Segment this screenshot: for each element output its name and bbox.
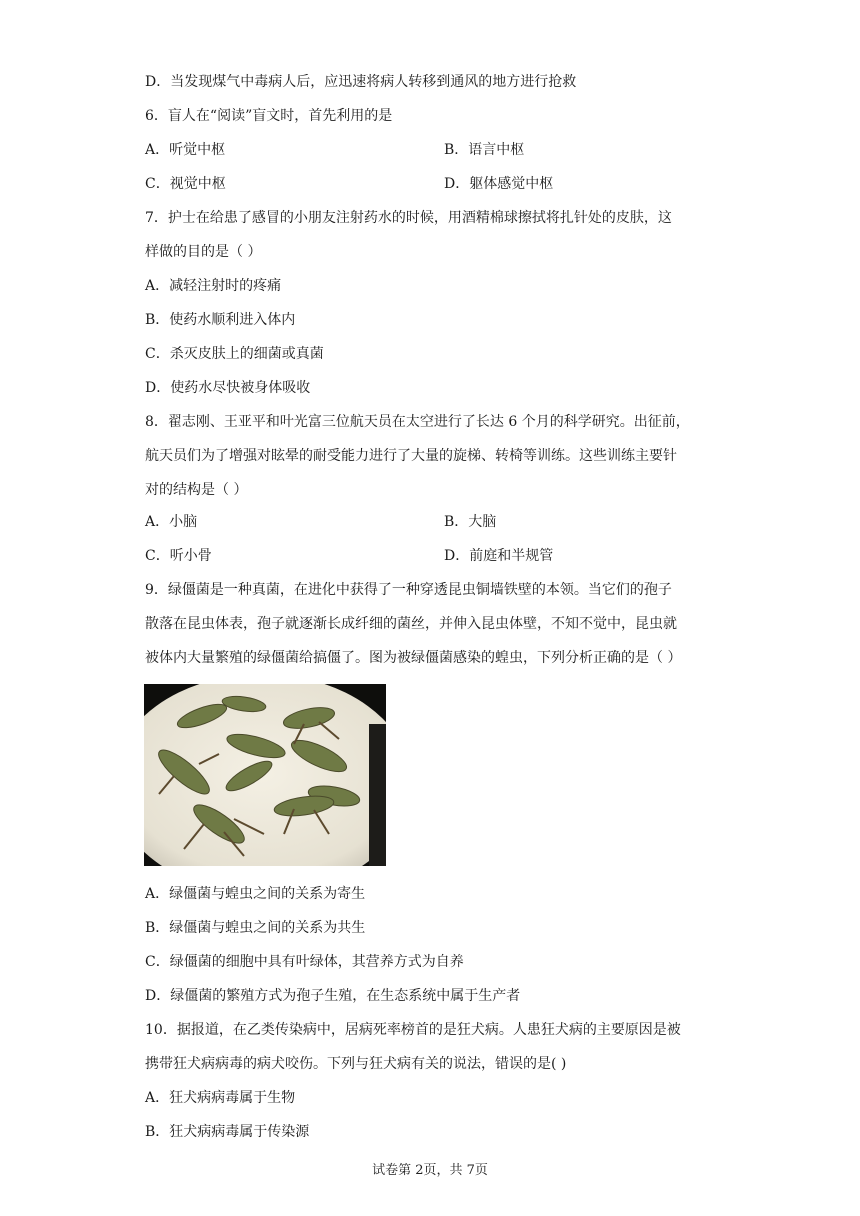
option-7c: C．杀灭皮肤上的细菌或真菌 [145, 346, 324, 362]
question-10-stem-line1: 10．据报道，在乙类传染病中，居病死率榜首的是狂犬病。人患狂犬病的主要原因是被 [145, 1022, 681, 1038]
page-footer: 试卷第 2页，共 7页 [372, 1163, 488, 1178]
question-9-stem-line2: 散落在昆虫体表，孢子就逐渐长成纤细的菌丝，并伸入昆虫体壁，不知不觉中，昆虫就 [145, 616, 677, 632]
option-9a: A．绿僵菌与蝗虫之间的关系为寄生 [145, 886, 366, 902]
question-8-stem-line2: 航天员们为了增强对眩晕的耐受能力进行了大量的旋梯、转椅等训练。这些训练主要针 [145, 448, 677, 464]
option-9d: D．绿僵菌的繁殖方式为孢子生殖，在生态系统中属于生产者 [145, 988, 521, 1004]
question-9-stem-line1: 9．绿僵菌是一种真菌，在进化中获得了一种穿透昆虫铜墙铁壁的本领。当它们的孢子 [145, 582, 672, 598]
option-6a: A．听觉中枢 [145, 142, 226, 158]
question-6-stem: 6．盲人在“阅读”盲文时，首先利用的是 [145, 108, 393, 124]
option-9b: B．绿僵菌与蝗虫之间的关系为共生 [145, 920, 366, 936]
option-8d: D．前庭和半规管 [444, 548, 554, 564]
option-5d: D．当发现煤气中毒病人后，应迅速将病人转移到通风的地方进行抢救 [145, 74, 577, 90]
option-6c: C．视觉中枢 [145, 176, 226, 192]
option-8a: A．小脑 [145, 514, 198, 530]
option-8c: C．听小骨 [145, 548, 212, 564]
question-7-stem-line2: 样做的目的是（ ） [145, 244, 262, 260]
option-7d: D．使药水尽快被身体吸收 [145, 380, 311, 396]
option-7a: A．减轻注射时的疼痛 [145, 278, 282, 294]
option-8b: B．大脑 [444, 514, 497, 530]
option-10b: B．狂犬病病毒属于传染源 [145, 1124, 310, 1140]
question-8-stem-line1: 8．翟志刚、王亚平和叶光富三位航天员在太空进行了长达 6 个月的科学研究。出征前， [145, 414, 690, 430]
option-9c: C．绿僵菌的细胞中具有叶绿体，其营养方式为自养 [145, 954, 464, 970]
infected-locust-photo [144, 684, 386, 866]
option-6d: D．躯体感觉中枢 [444, 176, 554, 192]
option-10a: A．狂犬病病毒属于生物 [145, 1090, 296, 1106]
question-8-stem-line3: 对的结构是（ ） [145, 482, 248, 498]
question-7-stem-line1: 7．护士在给患了感冒的小朋友注射药水的时候，用酒精棉球擦拭将扎针处的皮肤，这 [145, 210, 672, 226]
question-9-stem-line3: 被体内大量繁殖的绿僵菌给搞僵了。图为被绿僵菌感染的蝗虫，下列分析正确的是（ ） [145, 650, 682, 666]
option-7b: B．使药水顺利进入体内 [145, 312, 296, 328]
question-10-stem-line2: 携带狂犬病病毒的病犬咬伤。下列与狂犬病有关的说法，错误的是( ) [145, 1056, 567, 1072]
option-6b: B．语言中枢 [444, 142, 525, 158]
